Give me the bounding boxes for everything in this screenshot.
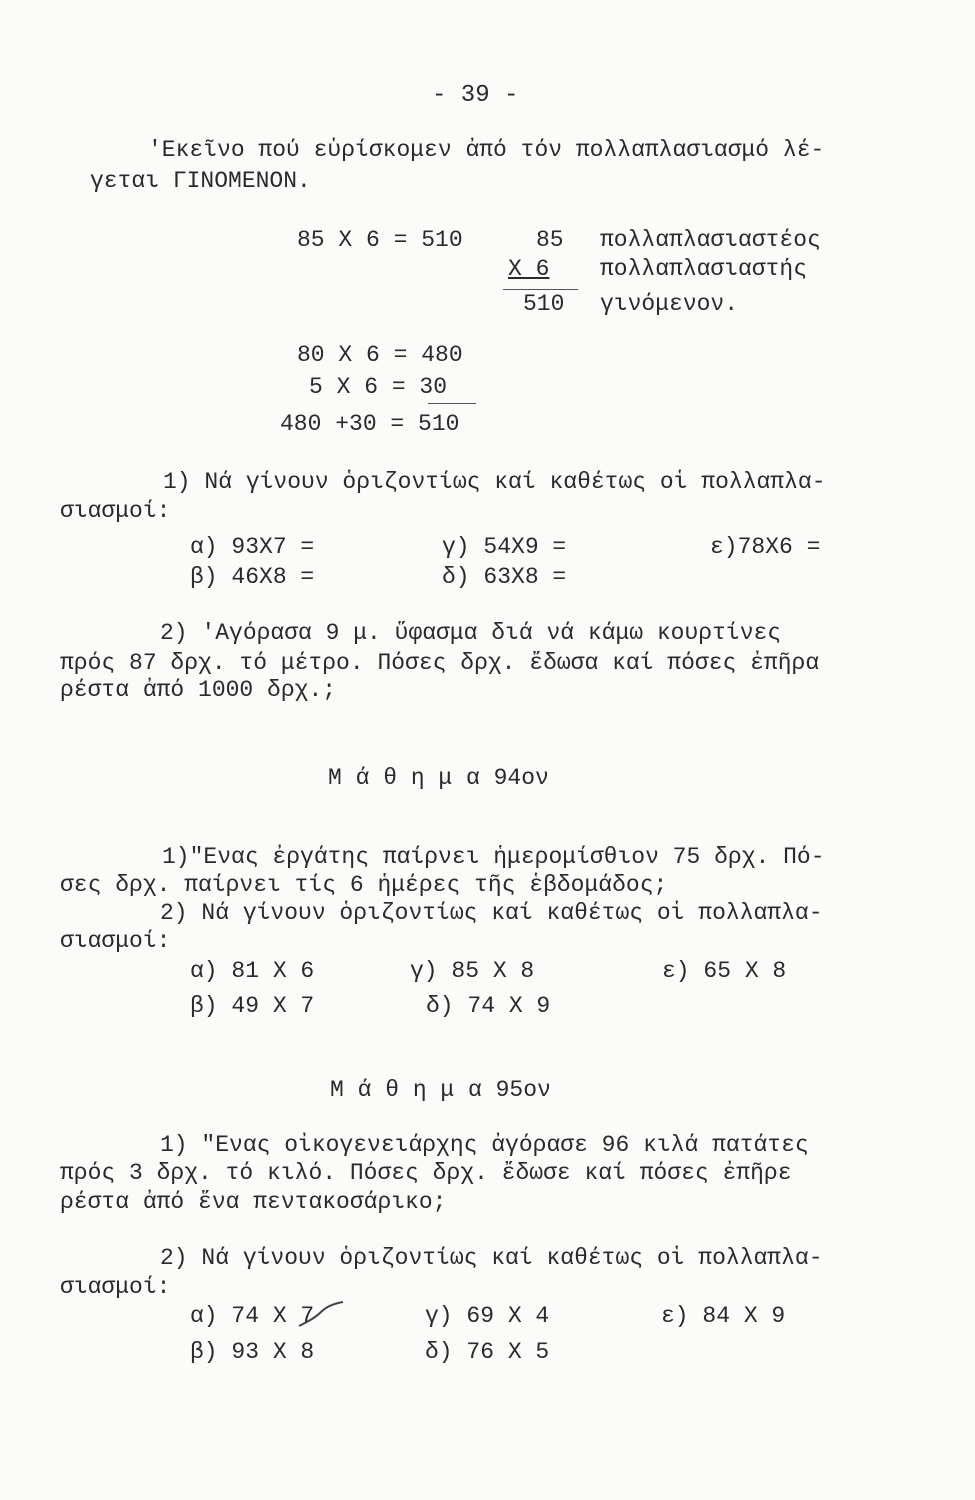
lesson-94-question-2-line-2: σιασμοί: xyxy=(60,928,171,954)
lesson-94-question-1-line-1: 1)"Ενας ἐργάτης παίρνει ἡμερομίσθιον 75 δρχ. Πό- xyxy=(162,844,825,870)
intro-line-2: γεται ΓΙΝΟΜΕΝΟΝ. xyxy=(90,168,311,194)
lesson-95-question-2-line-1: 2) Νά γίνουν ὁριζοντίως καί καθέτως οἱ πολλαπλα- xyxy=(160,1245,823,1271)
lesson-95-title: Μ ά θ η μ α 95ον xyxy=(330,1077,551,1103)
breakdown-row-1: 80 Χ 6 = 480 xyxy=(297,342,463,368)
exercise-1-line-2: σιασμοί: xyxy=(60,498,171,524)
example-vertical-product: 510 xyxy=(523,291,565,317)
lesson-95-item-g: γ) 69 Χ 4 xyxy=(425,1303,550,1329)
example-vertical-multiplier: Χ 6 xyxy=(508,256,550,282)
breakdown-row-2: 5 Χ 6 = 30 xyxy=(309,374,448,400)
lesson-94-item-d: δ) 74 Χ 9 xyxy=(426,993,551,1019)
example-vertical-multiplicand-label: πολλαπλασιαστέος xyxy=(600,227,821,253)
lesson-94-item-a: α) 81 Χ 6 xyxy=(190,958,315,984)
exercise-2-line-1: 2) 'Αγόρασα 9 μ. ὕφασμα διά νά κάμω κουρτίνες xyxy=(160,620,782,646)
lesson-95-question-1-line-3: ρέστα ἀπό ἕνα πεντακοσάρικο; xyxy=(60,1189,447,1215)
exercise-1-line-1: 1) Νά γίνουν ὁριζοντίως καί καθέτως οἱ πολλαπλα- xyxy=(163,469,826,495)
example-vertical-multiplicand: 85 xyxy=(536,227,564,253)
exercise-1-item-b: β) 46Χ8 = xyxy=(190,564,315,590)
lesson-94-question-1-line-2: σες δρχ. παίρνει τίς 6 ἡμέρες τῆς ἑβδομάδος; xyxy=(60,872,668,898)
breakdown-rule xyxy=(428,403,476,404)
exercise-1-item-a: α) 93Χ7 = xyxy=(190,534,315,560)
lesson-95-question-1-line-1: 1) "Ενας οἰκογενειάρχης ἀγόρασε 96 κιλά πατάτες xyxy=(160,1132,809,1158)
exercise-1-item-e: ε)78Χ6 = xyxy=(710,534,821,560)
handwritten-check-mark xyxy=(297,1300,347,1330)
lesson-94-question-2-line-1: 2) Νά γίνουν ὁριζοντίως καί καθέτως οἱ πολλαπλα- xyxy=(160,900,823,926)
lesson-95-item-a: α) 74 Χ 7 xyxy=(190,1303,315,1329)
example-result-rule xyxy=(503,289,578,290)
example-horizontal: 85 Χ 6 = 510 xyxy=(297,227,463,253)
lesson-95-item-e: ε) 84 Χ 9 xyxy=(661,1303,786,1329)
lesson-95-item-b: β) 93 Χ 8 xyxy=(190,1339,315,1365)
lesson-95-question-1-line-2: πρός 3 δρχ. τό κιλό. Πόσες δρχ. ἔδωσε καί πόσες ἐπῆρε xyxy=(60,1160,792,1186)
example-vertical-multiplier-label: πολλαπλασιαστής xyxy=(600,256,808,282)
intro-line-1: 'Εκεῖνο πού εὑρίσκομεν ἀπό τόν πολλαπλασιασμό λέ- xyxy=(148,137,825,163)
lesson-94-title: Μ ά θ η μ α 94ον xyxy=(328,765,549,791)
lesson-94-item-b: β) 49 Χ 7 xyxy=(190,993,315,1019)
example-vertical-product-label: γινόμενον. xyxy=(600,291,739,317)
exercise-1-item-d: δ) 63Χ8 = xyxy=(442,564,567,590)
exercise-1-item-g: γ) 54Χ9 = xyxy=(442,534,567,560)
exercise-2-line-2: πρός 87 δρχ. τό μέτρο. Πόσες δρχ. ἔδωσα καί πόσες ἐπῆρα xyxy=(60,650,820,676)
lesson-95-question-2-line-2: σιασμοί: xyxy=(60,1274,171,1300)
lesson-94-item-g: γ) 85 Χ 8 xyxy=(410,958,535,984)
breakdown-row-3: 480 +30 = 510 xyxy=(280,411,460,437)
page-number: - 39 - xyxy=(432,82,519,109)
lesson-94-item-e: ε) 65 Χ 8 xyxy=(662,958,787,984)
exercise-2-line-3: ρέστα ἀπό 1000 δρχ.; xyxy=(60,677,337,703)
lesson-95-item-d: δ) 76 Χ 5 xyxy=(425,1339,550,1365)
